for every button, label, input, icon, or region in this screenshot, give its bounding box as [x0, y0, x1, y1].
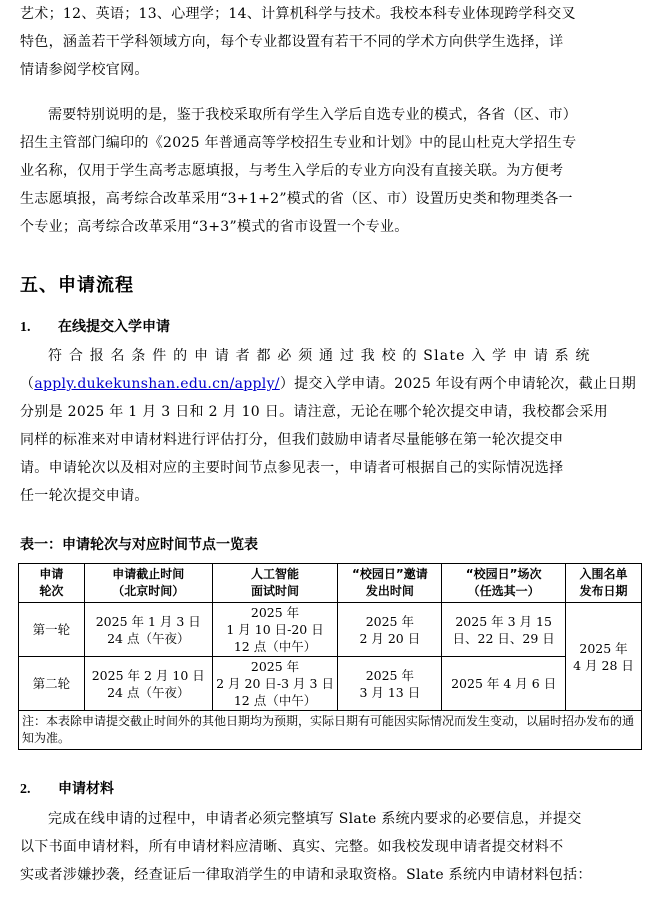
text-line	[20, 370, 640, 398]
intro-paragraph-1	[20, 0, 640, 84]
table-header-row	[19, 564, 642, 603]
text-line: 请。申请轮次以及相对应的主要时间节点参见表一，申请者可根据自己的实际情况选择	[20, 460, 564, 476]
cell-campus-day: 2025 年 4 月 6 日	[442, 657, 566, 711]
schedule-table	[18, 563, 642, 750]
cell-ai-interview: 2025 年 1 月 10 日-20 日 12 点（中午）	[212, 603, 338, 657]
header-deadline: 申请截止时间 （北京时间）	[84, 564, 212, 603]
text-line: 需要特别说明的是，鉴于我校采取所有学生入学后自选专业的模式，各省（区、市）	[48, 107, 578, 123]
text-line: 艺术；12、英语；13、心理学；14、计算机科学与技术。我校本科专业体现跨学科交叉	[20, 6, 576, 22]
cell-deadline: 2025 年 2 月 10 日 24 点（午夜）	[84, 657, 212, 711]
cell-round: 第一轮	[19, 603, 85, 657]
text-line: 生志愿填报，高考综合改革采用“3+1+2”模式的省（区、市）设置历史类和物理类各一	[20, 191, 573, 207]
subsection-number: 1.	[20, 320, 31, 335]
subsection-2-heading	[20, 778, 114, 798]
intro-paragraph-2	[20, 101, 640, 241]
header-ai-interview: 人工智能 面试时间	[212, 564, 338, 603]
header-round: 申请 轮次	[19, 564, 85, 603]
text-line: 分别是 2025 年 1 月 3 日和 2 月 10 日。请注意，无论在哪个轮次提交申请，我校都会采用	[20, 404, 608, 420]
subsection-number: 2.	[20, 782, 31, 797]
text-line: 以下书面申请材料，所有申请材料应清晰、真实、完整。如我校发现申请者提交材料不	[20, 839, 564, 855]
text-line: 情请参阅学校官网。	[20, 62, 149, 78]
cell-deadline: 2025 年 1 月 3 日 24 点（午夜）	[84, 603, 212, 657]
subsection-1-heading	[20, 316, 170, 336]
cell-ai-interview: 2025 年 2 月 20 日-3 月 3 日 12 点（中午）	[212, 657, 338, 711]
table-row	[19, 603, 642, 657]
cell-shortlist-date: 2025 年 4 月 28 日	[566, 603, 642, 711]
table-note: 注：本表除申请提交截止时间外的其他日期均为预期，实际日期有可能因实际情况而发生变动，以届时招办发布的通知为准。	[19, 711, 642, 750]
subsection-title: 在线提交入学申请	[58, 319, 170, 335]
subsection-1-paragraph	[20, 342, 640, 510]
cell-invite: 2025 年 3 月 13 日	[338, 657, 442, 711]
table-title: 表一：申请轮次与对应时间节点一览表	[20, 537, 258, 553]
header-invite: “校园日”邀请 发出时间	[338, 564, 442, 603]
text-line: 特色，涵盖若干学科领域方向，每个专业都设置有若干不同的学术方向供学生选择，详	[20, 34, 564, 50]
text-line: 完成在线申请的过程中，申请者必须完整填写 Slate 系统内要求的必要信息，并提交	[48, 811, 582, 827]
section-title: 五、申请流程	[20, 275, 134, 296]
header-shortlist: 入围名单 发布日期	[566, 564, 642, 603]
header-campus-day: “校园日”场次 （任选其一）	[442, 564, 566, 603]
table-note-row	[19, 711, 642, 750]
text-line: 同样的标准来对申请材料进行评估打分，但我们鼓励申请者尽量能够在第一轮次提交申	[20, 432, 564, 448]
paren: （	[20, 376, 35, 392]
text-line: 符 合 报 名 条 件 的 申 请 者 都 必 须 通 过 我 校 的 Slate 入 学 申 请 系 统	[48, 348, 591, 364]
text-line: 业名称，仅用于学生高考志愿填报，与考生入学后的专业方向没有直接关联。为方便考	[20, 163, 564, 179]
text-line: 招生主管部门编印的《2025 年普通高等学校招生专业和计划》中的昆山杜克大学招生专	[20, 135, 577, 151]
cell-round: 第二轮	[19, 657, 85, 711]
text-after-link: ）提交入学申请。2025 年设有两个申请轮次，截止日期	[279, 376, 636, 392]
subsection-title: 申请材料	[58, 781, 114, 797]
apply-link[interactable]: apply.dukekunshan.edu.cn/apply/	[34, 376, 280, 392]
subsection-2-paragraph	[20, 805, 640, 889]
text-line: 任一轮次提交申请。	[20, 488, 149, 504]
text-line: 个专业；高考综合改革采用“3+3”模式的省市设置一个专业。	[20, 219, 409, 235]
table-row	[19, 657, 642, 711]
cell-campus-day: 2025 年 3 月 15 日、22 日、29 日	[442, 603, 566, 657]
cell-invite: 2025 年 2 月 20 日	[338, 603, 442, 657]
text-line: 实或者涉嫌抄袭，经查证后一律取消学生的申请和录取资格。Slate 系统内申请材料包括：	[20, 867, 592, 883]
